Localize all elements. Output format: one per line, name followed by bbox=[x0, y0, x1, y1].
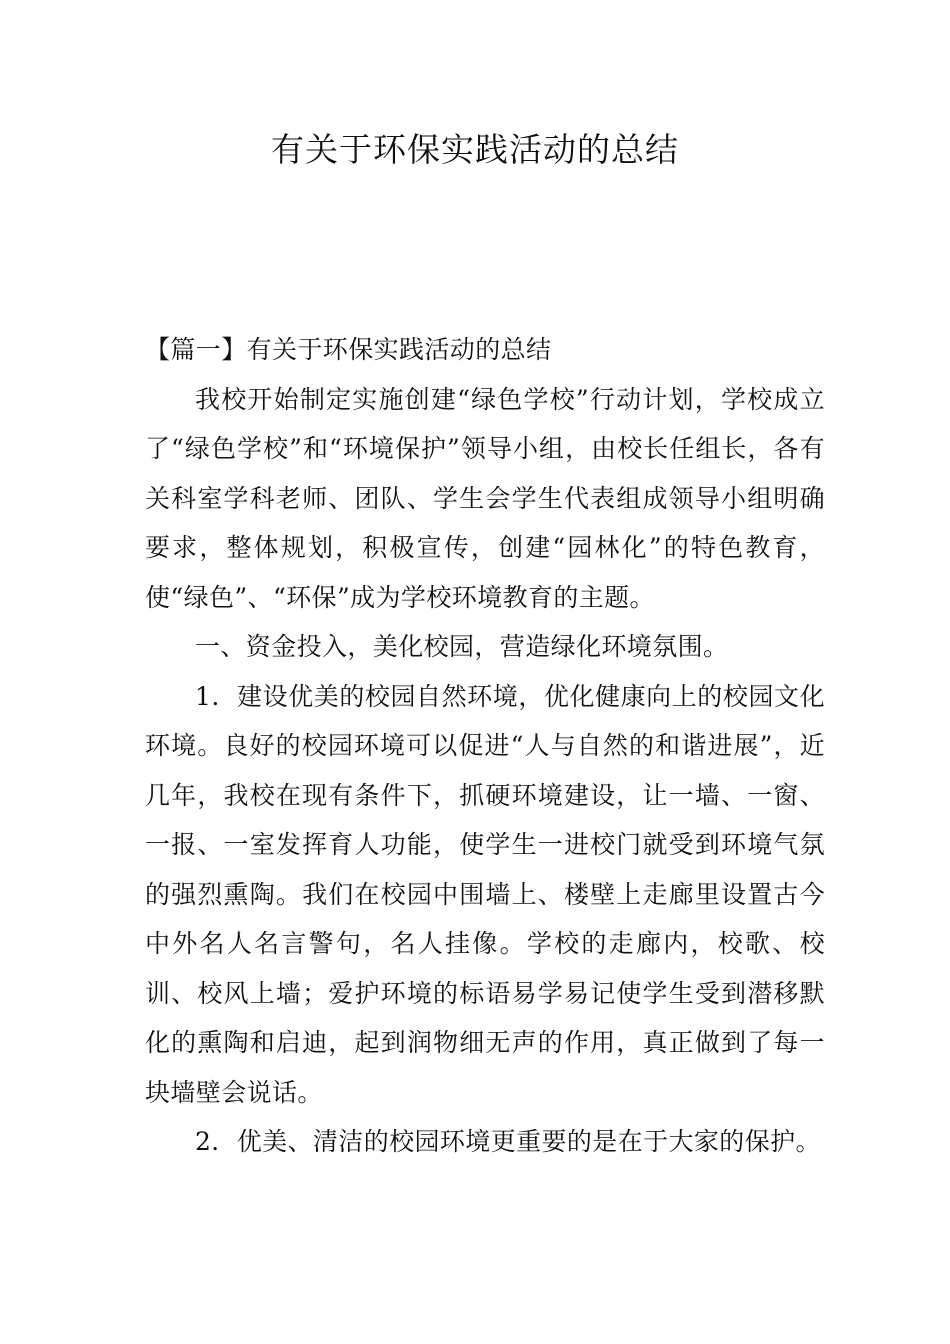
paragraph-intro: 我校开始制定实施创建“绿色学校”行动计划，学校成立了“绿色学校”和“环境保护”领导小组，由校长任组长，各有关科室学科老师、团队、学生会学生代表组成领导小组明确要求，整体规划，积极宣传，创建“园林化”的特色教育，使“绿色”、“环保”成为学校环境教育的主题。 bbox=[145, 384, 825, 612]
paragraph-section-one-heading: 一、资金投入，美化校园，营造绿化环境氛围。 bbox=[195, 632, 729, 661]
section-heading: 【篇一】有关于环保实践活动的总结 bbox=[145, 335, 552, 364]
paragraph-item-one: 1．建设优美的校园自然环境，优化健康向上的校园文化环境。良好的校园环境可以促进“人与自然的和谐进展”，近几年，我校在现有条件下，抓硬环境建设，让一墙、一窗、一报、一室发挥育人功能，使学生一进校门就受到环境气氛的强烈熏陶。我们在校园中围墙上、楼壁上走廊里设置古今中外名人名言警句，名人挂像。学校的走廊内，校歌、校训、校风上墙；爱护环境的标语易学易记使学生受到潜移默化的熏陶和启迪，起到润物细无声的作用，真正做到了每一块墙壁会说话。 bbox=[145, 681, 825, 1107]
paragraph-item-two: 2．优美、清洁的校园环境更重要的是在于大家的保护。 bbox=[195, 1127, 821, 1156]
document-body bbox=[145, 325, 825, 1167]
document-title: 有关于环保实践活动的总结 bbox=[271, 130, 679, 169]
